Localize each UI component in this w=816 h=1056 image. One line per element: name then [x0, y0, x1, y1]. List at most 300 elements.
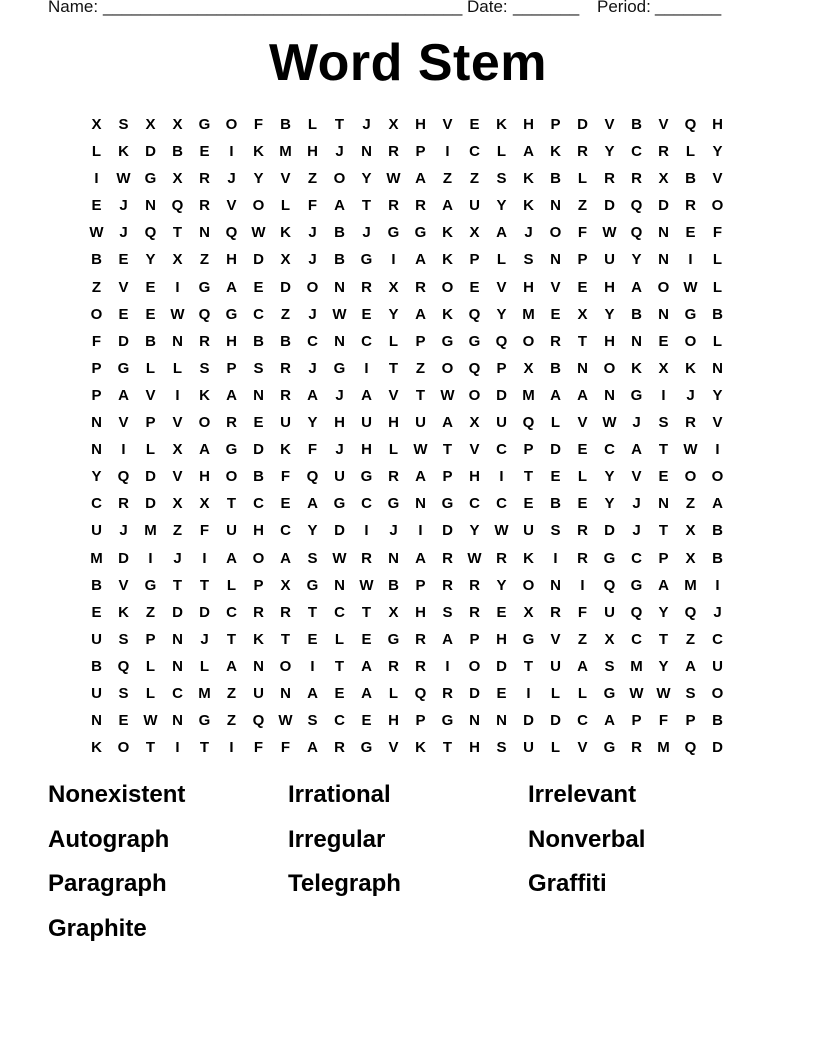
grid-letter[interactable]: O [684, 332, 697, 350]
grid-letter[interactable]: A [496, 224, 507, 242]
grid-letter[interactable]: X [172, 116, 183, 133]
grid-letter[interactable]: Z [469, 170, 480, 188]
grid-letter[interactable]: A [307, 739, 318, 757]
grid-letter[interactable]: O [90, 305, 103, 323]
grid-letter[interactable]: X [523, 603, 534, 621]
grid-letter[interactable]: L [172, 359, 183, 377]
grid-letter[interactable]: A [226, 549, 237, 567]
grid-letter[interactable]: G [198, 278, 211, 296]
grid-letter[interactable]: B [253, 468, 264, 486]
grid-letter[interactable]: E [361, 630, 372, 648]
grid-letter[interactable]: A [118, 386, 129, 404]
grid-letter[interactable]: R [469, 576, 480, 594]
grid-letter[interactable]: U [523, 739, 534, 757]
grid-letter[interactable]: W [278, 712, 293, 730]
grid-letter[interactable]: A [442, 197, 453, 215]
grid-letter[interactable]: V [577, 739, 588, 757]
grid-letter[interactable]: Y [604, 143, 615, 161]
grid-letter[interactable]: L [685, 143, 696, 161]
grid-letter[interactable]: E [658, 468, 669, 486]
grid-letter[interactable]: I [553, 549, 558, 567]
grid-letter[interactable]: K [118, 143, 129, 161]
grid-letter[interactable]: M [522, 305, 535, 323]
grid-letter[interactable]: S [523, 251, 534, 269]
grid-letter[interactable]: S [118, 684, 129, 702]
grid-letter[interactable]: W [602, 414, 617, 432]
grid-letter[interactable]: O [117, 739, 130, 757]
grid-letter[interactable]: Q [603, 576, 616, 594]
grid-letter[interactable]: O [711, 468, 724, 486]
grid-letter[interactable]: N [415, 495, 426, 513]
grid-letter[interactable]: B [712, 549, 723, 567]
period-field[interactable]: _______ [655, 0, 722, 16]
grid-letter[interactable]: W [494, 522, 509, 540]
grid-letter[interactable]: A [415, 468, 426, 486]
grid-letter[interactable]: E [361, 305, 372, 323]
grid-letter[interactable]: G [387, 224, 400, 242]
grid-letter[interactable]: L [91, 143, 102, 161]
grid-letter[interactable]: N [658, 224, 669, 242]
grid-letter[interactable]: X [604, 630, 615, 648]
grid-letter[interactable]: M [279, 143, 292, 161]
grid-letter[interactable]: W [332, 305, 347, 323]
grid-letter[interactable]: G [522, 630, 535, 648]
grid-letter[interactable]: F [712, 224, 723, 242]
grid-letter[interactable]: E [361, 712, 372, 730]
grid-letter[interactable]: Z [226, 684, 237, 702]
grid-letter[interactable]: S [253, 359, 264, 377]
grid-letter[interactable]: B [91, 657, 102, 675]
grid-letter[interactable]: Y [307, 414, 318, 432]
grid-letter[interactable]: R [415, 197, 426, 215]
grid-letter[interactable]: B [280, 332, 291, 350]
grid-letter[interactable]: V [712, 414, 723, 432]
grid-letter[interactable]: L [334, 630, 345, 648]
grid-letter[interactable]: O [468, 657, 481, 675]
grid-letter[interactable]: K [253, 630, 264, 648]
grid-letter[interactable]: R [334, 739, 345, 757]
grid-letter[interactable]: L [145, 441, 156, 459]
grid-letter[interactable]: J [524, 224, 533, 242]
grid-letter[interactable]: X [172, 170, 183, 188]
grid-letter[interactable]: R [280, 359, 291, 377]
grid-letter[interactable]: C [604, 441, 615, 459]
grid-letter[interactable]: E [550, 305, 561, 323]
grid-letter[interactable]: A [415, 549, 426, 567]
grid-letter[interactable]: S [307, 549, 318, 567]
grid-letter[interactable]: X [469, 224, 480, 242]
grid-letter[interactable]: D [577, 116, 588, 133]
date-field[interactable]: _______ [513, 0, 580, 16]
grid-letter[interactable]: N [334, 332, 345, 350]
grid-letter[interactable]: C [334, 712, 345, 730]
grid-letter[interactable]: V [442, 116, 453, 133]
grid-letter[interactable]: B [253, 332, 264, 350]
grid-letter[interactable]: V [631, 468, 642, 486]
grid-letter[interactable]: D [496, 386, 507, 404]
grid-letter[interactable]: H [523, 116, 534, 133]
grid-letter[interactable]: A [577, 657, 588, 675]
grid-letter[interactable]: G [630, 576, 643, 594]
grid-letter[interactable]: C [361, 332, 372, 350]
grid-letter[interactable]: Q [630, 224, 643, 242]
grid-letter[interactable]: B [334, 224, 345, 242]
grid-letter[interactable]: H [523, 278, 534, 296]
grid-letter[interactable]: J [335, 386, 344, 404]
grid-letter[interactable]: N [712, 359, 723, 377]
grid-letter[interactable]: X [658, 359, 669, 377]
grid-letter[interactable]: C [91, 495, 102, 513]
grid-letter[interactable]: L [145, 359, 156, 377]
grid-letter[interactable]: B [91, 251, 102, 269]
grid-letter[interactable]: P [442, 468, 453, 486]
grid-letter[interactable]: R [226, 414, 237, 432]
grid-letter[interactable]: D [523, 712, 534, 730]
grid-letter[interactable]: V [118, 414, 129, 432]
grid-letter[interactable]: W [116, 170, 131, 188]
grid-letter[interactable]: Q [468, 359, 481, 377]
grid-letter[interactable]: K [415, 739, 426, 757]
grid-letter[interactable]: X [523, 359, 534, 377]
grid-letter[interactable]: A [415, 170, 426, 188]
grid-letter[interactable]: X [388, 603, 399, 621]
grid-letter[interactable]: K [253, 143, 264, 161]
grid-letter[interactable]: O [198, 414, 211, 432]
grid-letter[interactable]: F [577, 603, 588, 621]
grid-letter[interactable]: U [91, 684, 102, 702]
grid-letter[interactable]: R [604, 170, 615, 188]
grid-letter[interactable]: I [688, 251, 693, 269]
grid-letter[interactable]: X [388, 278, 399, 296]
grid-letter[interactable]: U [712, 657, 723, 675]
grid-letter[interactable]: V [550, 278, 561, 296]
grid-letter[interactable]: D [172, 603, 183, 621]
name-field[interactable]: ______________________________________ [103, 0, 463, 16]
grid-letter[interactable]: S [604, 657, 615, 675]
grid-letter[interactable]: F [280, 468, 291, 486]
grid-letter[interactable]: T [658, 441, 669, 459]
grid-letter[interactable]: A [712, 495, 723, 513]
grid-letter[interactable]: E [118, 305, 129, 323]
grid-letter[interactable]: V [172, 468, 183, 486]
grid-letter[interactable]: P [496, 359, 507, 377]
grid-letter[interactable]: R [388, 197, 399, 215]
grid-letter[interactable]: I [229, 143, 234, 161]
grid-letter[interactable]: A [685, 657, 696, 675]
grid-letter[interactable]: I [715, 441, 720, 459]
grid-letter[interactable]: G [414, 224, 427, 242]
grid-letter[interactable]: V [118, 576, 129, 594]
grid-letter[interactable]: P [253, 576, 264, 594]
grid-letter[interactable]: L [550, 739, 561, 757]
grid-letter[interactable]: E [91, 197, 102, 215]
grid-letter[interactable]: I [661, 386, 666, 404]
grid-letter[interactable]: I [364, 359, 369, 377]
grid-letter[interactable]: W [359, 576, 374, 594]
grid-letter[interactable]: L [280, 197, 291, 215]
grid-letter[interactable]: Q [468, 305, 481, 323]
grid-letter[interactable]: T [523, 468, 534, 486]
grid-letter[interactable]: Q [495, 332, 508, 350]
grid-letter[interactable]: R [658, 143, 669, 161]
grid-letter[interactable]: Y [91, 468, 102, 486]
grid-letter[interactable]: R [361, 549, 372, 567]
grid-letter[interactable]: R [388, 143, 399, 161]
grid-letter[interactable]: E [91, 603, 102, 621]
grid-letter[interactable]: F [658, 712, 669, 730]
grid-letter[interactable]: B [388, 576, 399, 594]
grid-letter[interactable]: E [118, 712, 129, 730]
grid-letter[interactable]: V [388, 386, 399, 404]
grid-letter[interactable]: O [684, 468, 697, 486]
grid-letter[interactable]: R [118, 495, 129, 513]
grid-letter[interactable]: Z [145, 603, 156, 621]
grid-letter[interactable]: D [253, 441, 264, 459]
grid-letter[interactable]: I [175, 739, 180, 757]
grid-letter[interactable]: Y [496, 576, 507, 594]
grid-letter[interactable]: R [631, 170, 642, 188]
grid-letter[interactable]: W [386, 170, 401, 188]
grid-letter[interactable]: S [685, 684, 696, 702]
grid-letter[interactable]: Z [172, 522, 183, 540]
grid-letter[interactable]: U [91, 522, 102, 540]
grid-letter[interactable]: P [415, 576, 426, 594]
grid-letter[interactable]: A [307, 684, 318, 702]
grid-letter[interactable]: Z [577, 197, 588, 215]
grid-letter[interactable]: U [604, 603, 615, 621]
grid-letter[interactable]: W [170, 305, 185, 323]
grid-letter[interactable]: Y [604, 305, 615, 323]
grid-letter[interactable]: T [280, 630, 291, 648]
grid-letter[interactable]: K [523, 197, 534, 215]
grid-letter[interactable]: Z [685, 495, 696, 513]
grid-letter[interactable]: C [631, 630, 642, 648]
grid-letter[interactable]: Z [199, 251, 210, 269]
grid-letter[interactable]: X [685, 522, 696, 540]
grid-letter[interactable]: P [523, 441, 534, 459]
grid-letter[interactable]: U [280, 414, 291, 432]
grid-letter[interactable]: M [90, 549, 103, 567]
grid-letter[interactable]: D [604, 197, 615, 215]
grid-letter[interactable]: F [253, 116, 264, 133]
grid-letter[interactable]: L [577, 170, 588, 188]
grid-letter[interactable]: E [199, 143, 210, 161]
grid-letter[interactable]: F [577, 224, 588, 242]
grid-letter[interactable]: L [550, 414, 561, 432]
grid-letter[interactable]: B [550, 495, 561, 513]
grid-letter[interactable]: O [468, 386, 481, 404]
grid-letter[interactable]: R [550, 332, 561, 350]
grid-letter[interactable]: T [388, 359, 399, 377]
grid-letter[interactable]: R [199, 170, 210, 188]
grid-letter[interactable]: D [145, 143, 156, 161]
grid-letter[interactable]: S [496, 739, 507, 757]
grid-letter[interactable]: B [334, 251, 345, 269]
grid-letter[interactable]: N [496, 712, 507, 730]
grid-letter[interactable]: V [658, 116, 669, 133]
grid-letter[interactable]: K [442, 305, 453, 323]
grid-letter[interactable]: N [334, 576, 345, 594]
grid-letter[interactable]: K [685, 359, 696, 377]
grid-letter[interactable]: W [629, 684, 644, 702]
grid-letter[interactable]: U [253, 684, 264, 702]
grid-letter[interactable]: Z [685, 630, 696, 648]
grid-letter[interactable]: J [308, 224, 317, 242]
grid-letter[interactable]: Y [604, 468, 615, 486]
grid-letter[interactable]: D [118, 332, 129, 350]
grid-letter[interactable]: M [522, 386, 535, 404]
grid-letter[interactable]: C [712, 630, 723, 648]
grid-letter[interactable]: X [172, 495, 183, 513]
grid-letter[interactable]: R [199, 197, 210, 215]
grid-letter[interactable]: T [172, 224, 183, 242]
grid-letter[interactable]: J [335, 143, 344, 161]
grid-letter[interactable]: I [580, 576, 585, 594]
grid-letter[interactable]: C [226, 603, 237, 621]
grid-letter[interactable]: S [307, 712, 318, 730]
grid-letter[interactable]: C [253, 305, 264, 323]
grid-letter[interactable]: D [550, 441, 561, 459]
grid-letter[interactable]: I [121, 441, 126, 459]
grid-letter[interactable]: T [658, 522, 669, 540]
grid-letter[interactable]: R [415, 657, 426, 675]
grid-letter[interactable]: B [91, 576, 102, 594]
grid-letter[interactable]: Y [712, 386, 723, 404]
grid-letter[interactable]: I [715, 576, 720, 594]
grid-letter[interactable]: B [145, 332, 156, 350]
grid-letter[interactable]: H [334, 414, 345, 432]
grid-letter[interactable]: N [253, 386, 264, 404]
grid-letter[interactable]: G [360, 739, 373, 757]
grid-letter[interactable]: K [523, 170, 534, 188]
grid-letter[interactable]: I [499, 468, 504, 486]
grid-letter[interactable]: H [469, 739, 480, 757]
grid-letter[interactable]: X [199, 495, 210, 513]
grid-letter[interactable]: L [145, 684, 156, 702]
grid-letter[interactable]: R [388, 657, 399, 675]
grid-letter[interactable]: G [198, 712, 211, 730]
grid-letter[interactable]: L [577, 468, 588, 486]
grid-letter[interactable]: G [144, 576, 157, 594]
grid-letter[interactable]: A [415, 305, 426, 323]
grid-letter[interactable]: I [175, 386, 180, 404]
grid-letter[interactable]: C [577, 712, 588, 730]
grid-letter[interactable]: W [143, 712, 158, 730]
grid-letter[interactable]: L [496, 251, 507, 269]
grid-letter[interactable]: V [550, 630, 561, 648]
grid-letter[interactable]: I [310, 657, 315, 675]
grid-letter[interactable]: C [280, 522, 291, 540]
grid-letter[interactable]: E [307, 630, 318, 648]
grid-letter[interactable]: J [119, 197, 128, 215]
grid-letter[interactable]: V [712, 170, 723, 188]
grid-letter[interactable]: K [442, 224, 453, 242]
grid-letter[interactable]: I [175, 278, 180, 296]
grid-letter[interactable]: K [496, 116, 507, 133]
grid-letter[interactable]: Q [306, 468, 319, 486]
grid-letter[interactable]: U [91, 630, 102, 648]
grid-letter[interactable]: R [577, 522, 588, 540]
grid-letter[interactable]: N [199, 224, 210, 242]
grid-letter[interactable]: P [469, 251, 480, 269]
grid-letter[interactable]: J [308, 359, 317, 377]
grid-letter[interactable]: L [388, 332, 399, 350]
grid-letter[interactable]: R [280, 603, 291, 621]
grid-letter[interactable]: A [604, 712, 615, 730]
grid-letter[interactable]: P [550, 116, 561, 133]
grid-letter[interactable]: I [391, 251, 396, 269]
grid-letter[interactable]: O [279, 657, 292, 675]
grid-letter[interactable]: L [226, 576, 237, 594]
grid-letter[interactable]: B [631, 116, 642, 133]
grid-letter[interactable]: R [469, 603, 480, 621]
grid-letter[interactable]: E [685, 224, 696, 242]
grid-letter[interactable]: R [361, 278, 372, 296]
grid-letter[interactable]: Y [658, 657, 669, 675]
grid-letter[interactable]: W [683, 441, 698, 459]
grid-letter[interactable]: Q [117, 468, 130, 486]
grid-letter[interactable]: B [280, 116, 291, 133]
grid-letter[interactable]: M [144, 522, 157, 540]
grid-letter[interactable]: P [631, 712, 642, 730]
grid-letter[interactable]: N [577, 359, 588, 377]
grid-letter[interactable]: G [603, 549, 616, 567]
grid-letter[interactable]: O [441, 359, 454, 377]
grid-letter[interactable]: P [145, 414, 156, 432]
grid-letter[interactable]: N [658, 251, 669, 269]
grid-letter[interactable]: P [577, 251, 588, 269]
grid-letter[interactable]: Q [684, 739, 697, 757]
grid-letter[interactable]: S [118, 116, 129, 133]
grid-letter[interactable]: F [307, 197, 318, 215]
grid-letter[interactable]: T [523, 657, 534, 675]
grid-letter[interactable]: Q [630, 197, 643, 215]
grid-letter[interactable]: W [602, 224, 617, 242]
grid-letter[interactable]: H [388, 712, 399, 730]
grid-letter[interactable]: Q [414, 684, 427, 702]
grid-letter[interactable]: H [415, 603, 426, 621]
grid-letter[interactable]: A [658, 576, 669, 594]
grid-letter[interactable]: X [280, 576, 291, 594]
grid-letter[interactable]: A [523, 143, 534, 161]
grid-letter[interactable]: T [442, 441, 453, 459]
grid-letter[interactable]: L [712, 251, 723, 269]
grid-letter[interactable]: H [307, 143, 318, 161]
grid-letter[interactable]: H [415, 116, 426, 133]
grid-letter[interactable]: R [442, 549, 453, 567]
grid-letter[interactable]: F [280, 739, 291, 757]
grid-letter[interactable]: R [577, 143, 588, 161]
grid-letter[interactable]: A [334, 197, 345, 215]
grid-letter[interactable]: Y [388, 305, 399, 323]
grid-letter[interactable]: B [712, 712, 723, 730]
grid-letter[interactable]: E [145, 305, 156, 323]
grid-letter[interactable]: C [631, 549, 642, 567]
grid-letter[interactable]: B [550, 359, 561, 377]
grid-letter[interactable]: A [307, 495, 318, 513]
grid-letter[interactable]: D [280, 278, 291, 296]
grid-letter[interactable]: F [307, 441, 318, 459]
grid-letter[interactable]: R [577, 549, 588, 567]
grid-letter[interactable]: F [199, 522, 210, 540]
grid-letter[interactable]: T [172, 576, 183, 594]
grid-letter[interactable]: W [467, 549, 482, 567]
grid-letter[interactable]: J [362, 224, 371, 242]
grid-letter[interactable]: R [496, 549, 507, 567]
grid-letter[interactable]: N [658, 495, 669, 513]
grid-letter[interactable]: J [119, 224, 128, 242]
grid-letter[interactable]: E [577, 495, 588, 513]
